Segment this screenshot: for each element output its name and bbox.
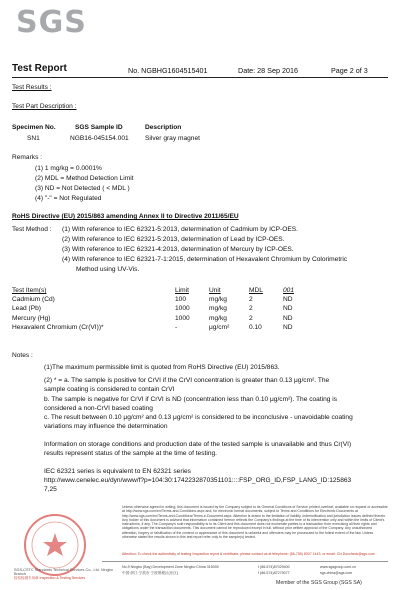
report-date: Date: 28 Sep 2016 — [238, 66, 298, 75]
note-line: variations may influence the determination — [44, 423, 168, 430]
cell-limit: 1000 — [175, 305, 190, 313]
report-number: No. NGBHG1604515401 — [128, 66, 208, 75]
table-row — [12, 314, 323, 323]
note-line: c. The result between 0.10 μg/cm² and 0.13 μg/cm² is considered to be inconclusive - unavoidable coating — [44, 414, 353, 421]
footer-web: www.sgsgroup.com.cn — [320, 565, 356, 569]
header-mdl: MDL — [249, 287, 263, 295]
table-header-row — [12, 286, 323, 295]
cell-mdl: 2 — [249, 296, 253, 304]
header-test-item: Test Item(s) — [12, 287, 47, 295]
cell-result: ND — [283, 314, 293, 322]
remarks-heading: Remarks : — [12, 154, 43, 161]
cell-item: Mercury (Hg) — [12, 314, 51, 322]
note-line: b. The sample is negative for CrVI if CrVI is ND (concentration less than 0.10 μg/cm²). The coating is — [44, 396, 338, 403]
cell-item: Lead (Pb) — [12, 305, 41, 313]
cell-mdl: 0.10 — [249, 323, 262, 331]
note-line: (1)The maximum permissible limit is quoted from RoHS Directive (EU) 2015/863. — [44, 364, 280, 371]
cell-limit: 100 — [175, 296, 187, 304]
cell-result: ND — [283, 296, 293, 304]
note-line: http://www.cenelec.eu/dyn/www/f?p=104:30:1742232870351101::::FSP_ORG_ID,FSP_LANG_ID:125863 — [44, 477, 352, 484]
cell-unit: μg/cm² — [209, 323, 230, 331]
footer-fax: f (86-574)87279077 — [258, 571, 290, 575]
note-line: results represent status of the sample at the time of testing. — [44, 450, 217, 457]
remark-item: (2) MDL = Method Detection Limit — [35, 175, 134, 182]
logo-text: SGS — [16, 5, 87, 40]
directive-heading: RoHS Directive (EU) 2015/863 amending Annex II to Directive 2011/65/EU — [12, 213, 239, 220]
footer-phone: t (86-574)87029400 — [258, 565, 290, 569]
stamp-text: 检验检测专用章 Inspection & Testing Services — [14, 576, 86, 580]
method-label: Test Method : — [12, 226, 52, 233]
cell-mdl: 2 — [249, 305, 253, 313]
table-row — [12, 295, 323, 304]
notes-heading: Notes : — [12, 352, 33, 359]
header-rule — [12, 77, 388, 78]
col-description: Description — [145, 124, 182, 131]
method-item: (1) With reference to IEC 62321-5:2013, determination of Cadmium by ICP-OES. — [62, 226, 299, 233]
sgs-logo — [16, 5, 87, 40]
cell-item: Hexavalent Chromium (Cr(VI))* — [12, 323, 104, 331]
note-line: IEC 62321 series is equivalent to EN 62321 series — [44, 468, 191, 475]
remark-item: (1) 1 mg/kg = 0.0001% — [35, 165, 102, 172]
header-limit: Limit — [175, 287, 189, 295]
note-line: considered a non-CrVI based coating — [44, 405, 153, 412]
cell-unit: mg/kg — [209, 296, 227, 304]
header-sample-001: 001 — [283, 287, 295, 295]
results-heading: Test Results : — [12, 84, 52, 91]
remark-item: (4) "-" = Not Regulated — [35, 195, 102, 202]
page-number: Page 2 of 3 — [331, 66, 368, 75]
cell-limit: - — [175, 323, 178, 331]
cell-unit: mg/kg — [209, 314, 227, 322]
note-line: 7,25 — [44, 486, 57, 493]
report-title: Test Report — [12, 63, 67, 74]
footer-address-en: No.9 Ningbo (Bay) Development Zone Ningbo China 315000 — [122, 565, 219, 569]
cell-result: ND — [283, 305, 293, 313]
cell-mdl: 2 — [249, 314, 253, 322]
table-row — [12, 323, 323, 332]
sample-id: NGB16-045154.001 — [70, 135, 129, 142]
results-table — [12, 286, 323, 332]
note-line: (2) * = a. The sample is positive for CrVI if the CrVI concentration is greater than 0.13 μg/cm². The — [44, 377, 330, 384]
footer-rule — [102, 561, 388, 562]
sample-description: Silver gray magnet — [145, 135, 200, 142]
part-heading: Test Part Description : — [12, 103, 77, 110]
footer-member: Member of the SGS Group (SGS SA) — [276, 580, 362, 586]
cell-limit: 1000 — [175, 314, 190, 322]
note-line: Information on storage conditions and production date of the tested sample is unavailable and thus Cr(VI) — [44, 441, 352, 448]
note-line: sample coating is considered to contain CrVI — [44, 386, 175, 393]
header-unit: Unit — [209, 287, 221, 295]
cell-result: ND — [283, 323, 293, 331]
company-name: SGS-CSTC Standards Technical Services Co., Ltd. Ningbo Branch — [14, 568, 113, 577]
footer-address-cn: 中国·浙江·宁波市 宁波保税区(东区) — [122, 571, 179, 575]
col-sample-id: SGS Sample ID — [75, 124, 123, 131]
footer-attention: Attention: To check the authenticity of testing /inspection report & certificate, please contact us at telephone: (86-755) 8307 1443, or email: CN.Doccheck@sgs.com — [122, 552, 375, 556]
table-row — [12, 304, 323, 313]
method-item-continued: Method using UV-Vis. — [76, 266, 140, 273]
cell-item: Cadmium (Cd) — [12, 296, 55, 304]
remark-item: (3) ND = Not Detected ( < MDL ) — [35, 185, 130, 192]
method-item: (3) With reference to IEC 62321-4:2013, determination of Mercury by ICP-OES. — [62, 246, 294, 253]
specimen-no: SN1 — [27, 135, 40, 142]
col-specimen-no: Specimen No. — [12, 124, 56, 131]
cell-unit: mg/kg — [209, 305, 227, 313]
footer-disclaimer: Unless otherwise agreed in writing, this document is issued by the Company subject to its General Conditions of Service printed overleaf, available on request or accessible at http://www.sgs.com/en/Terms-and-Conditions.aspx and, for electronic format documents, subject to Terms and Conditions for Electronic Documents at http://www.sgs.com/en/Terms-and-Conditions/Terms-e-Document.aspx. Attention is drawn to the limitation of liability, indemnification and jurisdiction issues defined therein. Any holder of this document is advised that information contained hereon reflects the Company's findings at the time of its intervention only and within the limits of Client's instructions, if any. The Company's sole responsibility is to its Client and this document does not exonerate parties to a transaction from exercising all their rights and obligations under the transaction documents. This document cannot be reproduced except in full, without prior written approval of the Company. Any unauthorized alteration, forgery or falsification of the content or appearance of this document is unlawful and offenders may be prosecuted to the fullest extent of the law. Unless otherwise stated the results shown in this test report refer only to the sample(s) tested. — [122, 505, 388, 540]
method-item: (2) With reference to IEC 62321-5:2013, determination of Lead by ICP-OES. — [62, 236, 285, 243]
footer-email: sgs.china@sgs.com — [320, 571, 353, 575]
method-item: (4) With reference to IEC 62321-7-1:2015, determination of Hexavalent Chromium by Colorimetric — [62, 256, 348, 263]
